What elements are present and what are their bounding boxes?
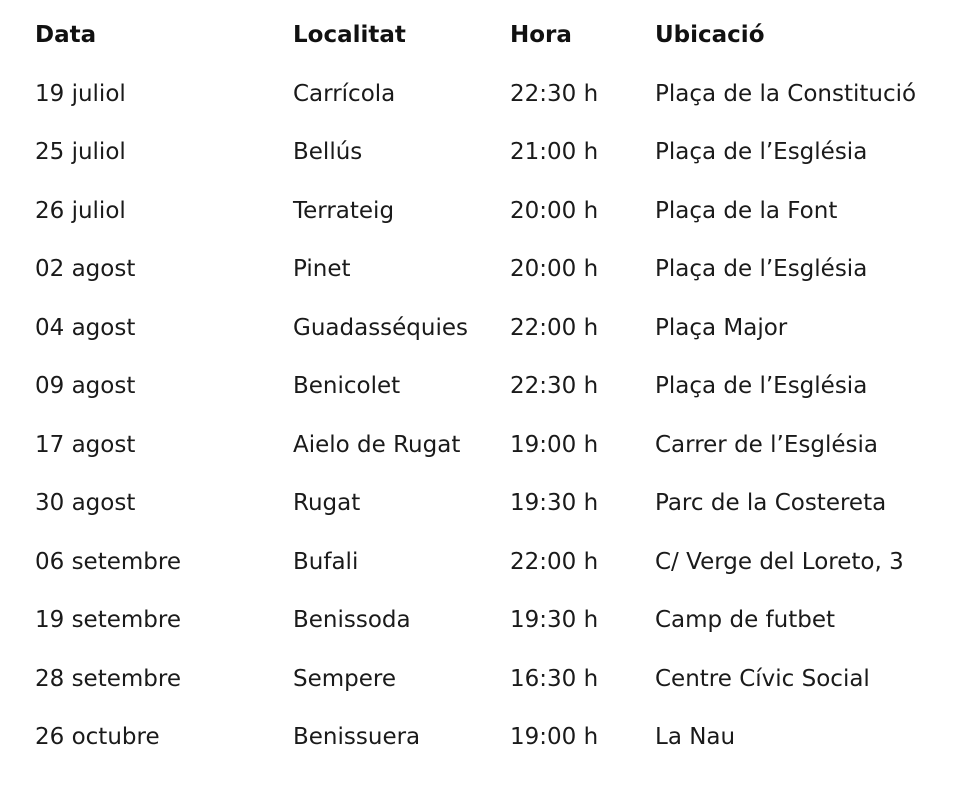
cell-hour: 22:00 h (510, 549, 599, 575)
cell-locality: Aielo de Rugat (293, 432, 461, 458)
cell-locality: Bufali (293, 549, 359, 575)
cell-hour: 19:30 h (510, 607, 599, 633)
cell-location: Plaça de la Constitució (655, 81, 917, 107)
table-row (0, 483, 965, 523)
table-row (0, 425, 965, 465)
column-header-date: Data (35, 22, 97, 48)
cell-location: C/ Verge del Loreto, 3 (655, 549, 904, 575)
cell-date: 06 setembre (35, 549, 181, 575)
table-row (0, 249, 965, 289)
cell-hour: 22:00 h (510, 315, 599, 341)
cell-locality: Sempere (293, 666, 397, 692)
table-row (0, 600, 965, 640)
cell-locality: Bellús (293, 139, 363, 165)
cell-locality: Terrateig (293, 198, 395, 224)
cell-date: 26 octubre (35, 724, 160, 750)
cell-date: 17 agost (35, 432, 136, 458)
cell-location: Centre Cívic Social (655, 666, 870, 692)
table-header-row (0, 15, 965, 55)
cell-locality: Benicolet (293, 373, 401, 399)
cell-location: Plaça Major (655, 315, 788, 341)
cell-hour: 21:00 h (510, 139, 599, 165)
cell-date: 25 juliol (35, 139, 126, 165)
cell-date: 30 agost (35, 490, 136, 516)
cell-date: 26 juliol (35, 198, 126, 224)
cell-locality: Guadasséquies (293, 315, 469, 341)
cell-date: 02 agost (35, 256, 136, 282)
cell-location: Camp de futbet (655, 607, 835, 633)
table-row (0, 717, 965, 757)
cell-locality: Pinet (293, 256, 351, 282)
cell-locality: Benissuera (293, 724, 421, 750)
table-row (0, 74, 965, 114)
cell-location: Parc de la Costereta (655, 490, 887, 516)
cell-location: La Nau (655, 724, 736, 750)
cell-locality: Rugat (293, 490, 361, 516)
cell-hour: 19:30 h (510, 490, 599, 516)
cell-date: 09 agost (35, 373, 136, 399)
cell-location: Carrer de l’Església (655, 432, 878, 458)
cell-hour: 16:30 h (510, 666, 599, 692)
cell-location: Plaça de la Font (655, 198, 838, 224)
cell-hour: 22:30 h (510, 373, 599, 399)
column-header-locality: Localitat (293, 22, 406, 48)
cell-date: 19 juliol (35, 81, 126, 107)
cell-hour: 19:00 h (510, 724, 599, 750)
cell-date: 04 agost (35, 315, 136, 341)
table-row (0, 542, 965, 582)
cell-hour: 20:00 h (510, 198, 599, 224)
cell-date: 28 setembre (35, 666, 181, 692)
cell-hour: 19:00 h (510, 432, 599, 458)
cell-date: 19 setembre (35, 607, 181, 633)
table-row (0, 308, 965, 348)
cell-hour: 22:30 h (510, 81, 599, 107)
table-row (0, 366, 965, 406)
cell-locality: Carrícola (293, 81, 396, 107)
column-header-hour: Hora (510, 22, 572, 48)
table-row (0, 659, 965, 699)
column-header-location: Ubicació (655, 22, 765, 48)
cell-location: Plaça de l’Església (655, 373, 868, 399)
cell-locality: Benissoda (293, 607, 411, 633)
table-row (0, 191, 965, 231)
cell-location: Plaça de l’Església (655, 256, 868, 282)
cell-hour: 20:00 h (510, 256, 599, 282)
cell-location: Plaça de l’Església (655, 139, 868, 165)
table-row (0, 132, 965, 172)
